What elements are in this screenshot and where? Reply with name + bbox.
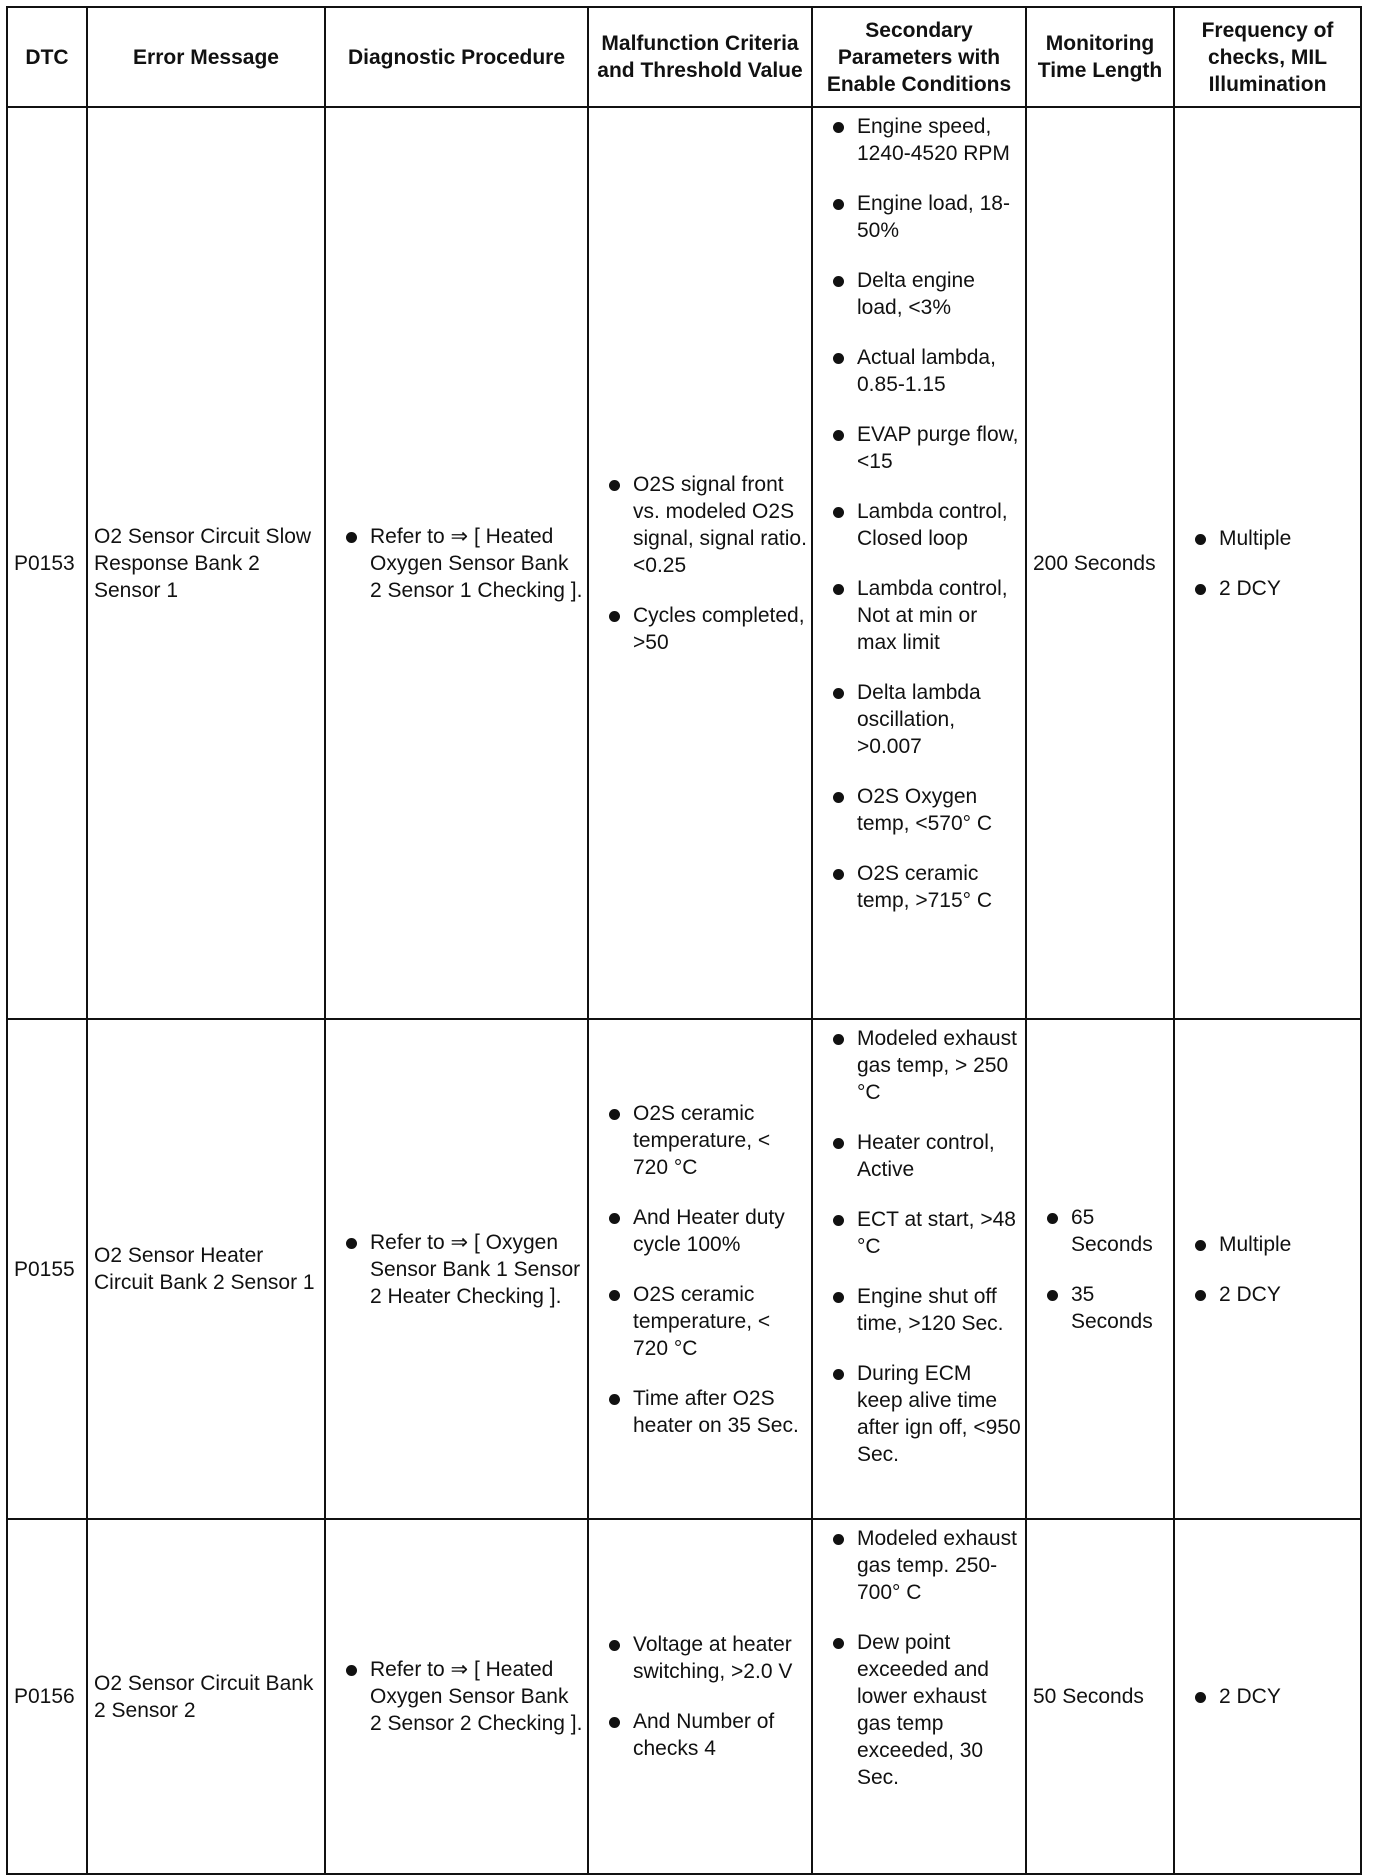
header-diagnostic-procedure: Diagnostic Procedure (325, 7, 588, 107)
header-error-message: Error Message (87, 7, 325, 107)
criteria-item: And Heater duty cycle 100% (589, 1204, 807, 1258)
secondary-item: Modeled exhaust gas temp, > 250 °C (813, 1025, 1021, 1106)
table-row (7, 107, 1361, 1019)
malfunction-criteria (588, 1519, 812, 1874)
secondary-item: O2S ceramic temp, >715° C (813, 860, 1021, 914)
frequency (1174, 107, 1361, 1019)
secondary-item: Dew point exceeded and lower exhaust gas temp exceeded, 30 Sec. (813, 1629, 1021, 1791)
header-malfunction-criteria: Malfunction Criteria and Threshold Value (588, 7, 812, 107)
monitoring-time: 50 Seconds (1026, 1519, 1174, 1874)
secondary-item: Engine speed, 1240-4520 RPM (813, 113, 1021, 167)
secondary-item: Modeled exhaust gas temp. 250-700° C (813, 1525, 1021, 1606)
table-row (7, 1519, 1361, 1874)
header-frequency: Frequency of checks, MIL Illumination (1174, 7, 1361, 107)
secondary-item: Heater control, Active (813, 1129, 1021, 1183)
procedure-link[interactable]: Refer to ⇒ [ Oxygen Sensor Bank 1 Sensor 2 Heater Checking ]. (326, 1229, 583, 1310)
secondary-item: O2S Oxygen temp, <570° C (813, 783, 1021, 837)
header-monitoring-time: Monitoring Time Length (1026, 7, 1174, 107)
criteria-item: O2S signal front vs. modeled O2S signal, signal ratio. <0.25 (589, 471, 807, 579)
malfunction-criteria (588, 1019, 812, 1519)
header-row (7, 7, 1361, 107)
header-dtc: DTC (7, 7, 87, 107)
secondary-item: Actual lambda, 0.85-1.15 (813, 344, 1021, 398)
error-message: O2 Sensor Circuit Slow Response Bank 2 Sensor 1 (87, 107, 325, 1019)
diagnostic-procedure (325, 1019, 588, 1519)
secondary-item: Lambda control, Not at min or max limit (813, 575, 1021, 656)
secondary-parameters (812, 107, 1026, 1019)
error-message: O2 Sensor Circuit Bank 2 Sensor 2 (87, 1519, 325, 1874)
procedure-link[interactable]: Refer to ⇒ [ Heated Oxygen Sensor Bank 2 Sensor 1 Checking ]. (326, 523, 583, 604)
secondary-item: Lambda control, Closed loop (813, 498, 1021, 552)
criteria-item: And Number of checks 4 (589, 1708, 807, 1762)
dtc-table (6, 6, 1362, 1875)
diagnostic-procedure (325, 107, 588, 1019)
secondary-item: During ECM keep alive time after ign off, <950 Sec. (813, 1360, 1021, 1468)
monitoring-time: 200 Seconds (1026, 107, 1174, 1019)
secondary-item: Delta engine load, <3% (813, 267, 1021, 321)
secondary-item: Engine shut off time, >120 Sec. (813, 1283, 1021, 1337)
frequency-item: 2 DCY (1175, 1683, 1356, 1710)
criteria-item: Voltage at heater switching, >2.0 V (589, 1631, 807, 1685)
secondary-item: Delta lambda oscillation, >0.007 (813, 679, 1021, 760)
monitoring-item: 65 Seconds (1027, 1204, 1169, 1258)
procedure-link[interactable]: Refer to ⇒ [ Heated Oxygen Sensor Bank 2 Sensor 2 Checking ]. (326, 1656, 583, 1737)
secondary-parameters (812, 1019, 1026, 1519)
criteria-item: O2S ceramic temperature, < 720 °C (589, 1100, 807, 1181)
frequency-item: Multiple (1175, 1231, 1356, 1258)
monitoring-item: 35 Seconds (1027, 1281, 1169, 1335)
diagnostic-procedure (325, 1519, 588, 1874)
dtc-code: P0156 (7, 1519, 87, 1874)
frequency-item: 2 DCY (1175, 1281, 1356, 1308)
table-row (7, 1019, 1361, 1519)
secondary-parameters (812, 1519, 1026, 1874)
frequency (1174, 1019, 1361, 1519)
monitoring-time (1026, 1019, 1174, 1519)
dtc-code: P0155 (7, 1019, 87, 1519)
dtc-code: P0153 (7, 107, 87, 1019)
secondary-item: EVAP purge flow, <15 (813, 421, 1021, 475)
malfunction-criteria (588, 107, 812, 1019)
frequency (1174, 1519, 1361, 1874)
secondary-item: ECT at start, >48 °C (813, 1206, 1021, 1260)
secondary-item: Engine load, 18-50% (813, 190, 1021, 244)
criteria-item: Time after O2S heater on 35 Sec. (589, 1385, 807, 1439)
error-message: O2 Sensor Heater Circuit Bank 2 Sensor 1 (87, 1019, 325, 1519)
criteria-item: O2S ceramic temperature, < 720 °C (589, 1281, 807, 1362)
frequency-item: Multiple (1175, 525, 1356, 552)
header-secondary-parameters: Secondary Parameters with Enable Conditions (812, 7, 1026, 107)
frequency-item: 2 DCY (1175, 575, 1356, 602)
criteria-item: Cycles completed, >50 (589, 602, 807, 656)
